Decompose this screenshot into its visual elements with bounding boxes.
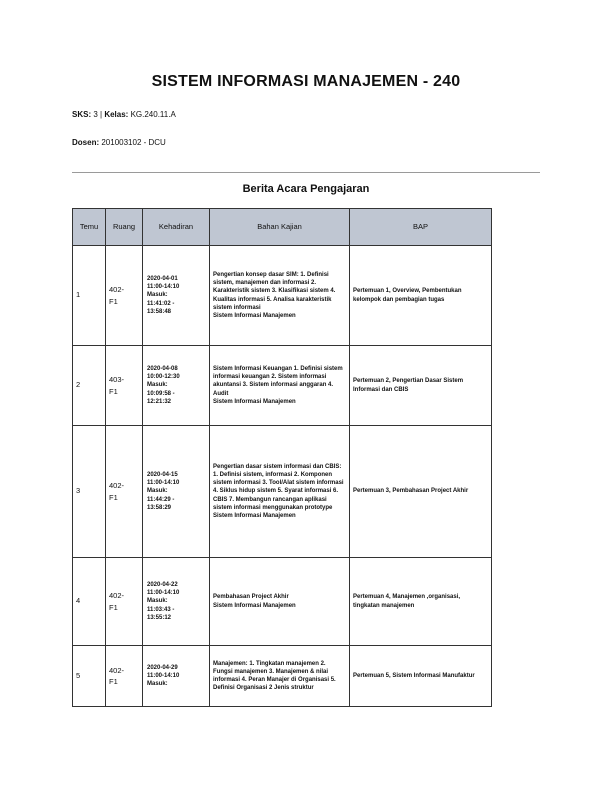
kelas-value: KG.240.11.A (128, 110, 176, 119)
table-header-row (73, 209, 492, 246)
table-row (73, 646, 492, 707)
cell-ruang: 402- F1 (106, 646, 143, 707)
cell-bap: Pertemuan 5, Sistem Informasi Manufaktur (350, 646, 492, 707)
section-title: Berita Acara Pengajaran (242, 183, 370, 195)
cell-kehadiran: 2020-04-15 11:00-14:10 Masuk: 11:44:29 - 13:58:29 (143, 426, 210, 558)
cell-ruang: 402- F1 (106, 426, 143, 558)
sks-value: 3 | (91, 110, 105, 119)
column-header-bap: BAP (350, 209, 492, 246)
column-header-ruang: Ruang (106, 209, 143, 246)
cell-temu: 5 (73, 646, 106, 707)
lecturer-line (72, 138, 166, 147)
cell-bap: Pertemuan 2, Pengertian Dasar Sistem Informasi dan CBIS (350, 346, 492, 426)
cell-bap: Pertemuan 1, Overview, Pembentukan kelompok dan pembagian tugas (350, 246, 492, 346)
cell-kehadiran: 2020-04-22 11:00-14:10 Masuk: 11:03:43 - 13:55:12 (143, 558, 210, 646)
sks-label: SKS: (72, 110, 92, 119)
cell-bahan-kajian: Manajemen: 1. Tingkatan manajemen 2. Fungsi manajemen 3. Manajemen & nilai informasi 4. Peran Manajer di Organisasi 5. Definisi Organisasi 2 Jenis struktur (210, 646, 350, 707)
cell-kehadiran: 2020-04-01 11:00-14:10 Masuk: 11:41:02 - 13:58:48 (143, 246, 210, 346)
cell-temu: 1 (73, 246, 106, 346)
teaching-record-table (72, 208, 492, 707)
cell-temu: 2 (73, 346, 106, 426)
cell-ruang: 403- F1 (106, 346, 143, 426)
dosen-label: Dosen: (72, 138, 100, 147)
horizontal-divider (72, 172, 540, 173)
cell-bap: Pertemuan 4, Manajemen ,organisasi, tingkatan manajemen (350, 558, 492, 646)
cell-bahan-kajian: Pengertian dasar sistem informasi dan CBIS: 1. Definisi sistem, informasi 2. Komponen sistem informasi 3. Tool/Alat sistem informasi 4. Siklus hidup sistem 5. Syarat informasi 6. CBIS 7. Membangun rancangan aplikasi sistem informasi menggunakan prototype Sistem Informasi Manajemen (210, 426, 350, 558)
kelas-label: Kelas: (104, 110, 129, 119)
cell-bahan-kajian: Pembahasan Project Akhir Sistem Informasi Manajemen (210, 558, 350, 646)
cell-bahan-kajian: Pengertian konsep dasar SIM: 1. Definisi sistem, manajemen dan informasi 2. Karakteristik sistem 3. Klasifikasi sistem 4. Kualitas informasi 5. Analisa karakteristik sistem informasi Sistem Informasi Manajemen (210, 246, 350, 346)
table-row (73, 558, 492, 646)
cell-kehadiran: 2020-04-29 11:00-14:10 Masuk: (143, 646, 210, 707)
cell-ruang: 402- F1 (106, 246, 143, 346)
course-meta-line (72, 110, 176, 119)
table-row (73, 346, 492, 426)
cell-bahan-kajian: Sistem Informasi Keuangan 1. Definisi sistem informasi keuangan 2. Sistem informasi akuntansi 3. Sistem informasi anggaran 4. Audit Sistem Informasi Manajemen (210, 346, 350, 426)
cell-bap: Pertemuan 3, Pembahasan Project Akhir (350, 426, 492, 558)
column-header-temu: Temu (73, 209, 106, 246)
table-row (73, 426, 492, 558)
cell-kehadiran: 2020-04-08 10:00-12:30 Masuk: 10:09:58 - 12:21:32 (143, 346, 210, 426)
column-header-kehadiran: Kehadiran (143, 209, 210, 246)
dosen-value: 201003102 - DCU (99, 138, 166, 147)
cell-temu: 4 (73, 558, 106, 646)
table-row (73, 246, 492, 346)
cell-ruang: 402- F1 (106, 558, 143, 646)
column-header-bahan-kajian: Bahan Kajian (210, 209, 350, 246)
cell-temu: 3 (73, 426, 106, 558)
document-title: SISTEM INFORMASI MANAJEMEN - 240 (151, 73, 461, 90)
